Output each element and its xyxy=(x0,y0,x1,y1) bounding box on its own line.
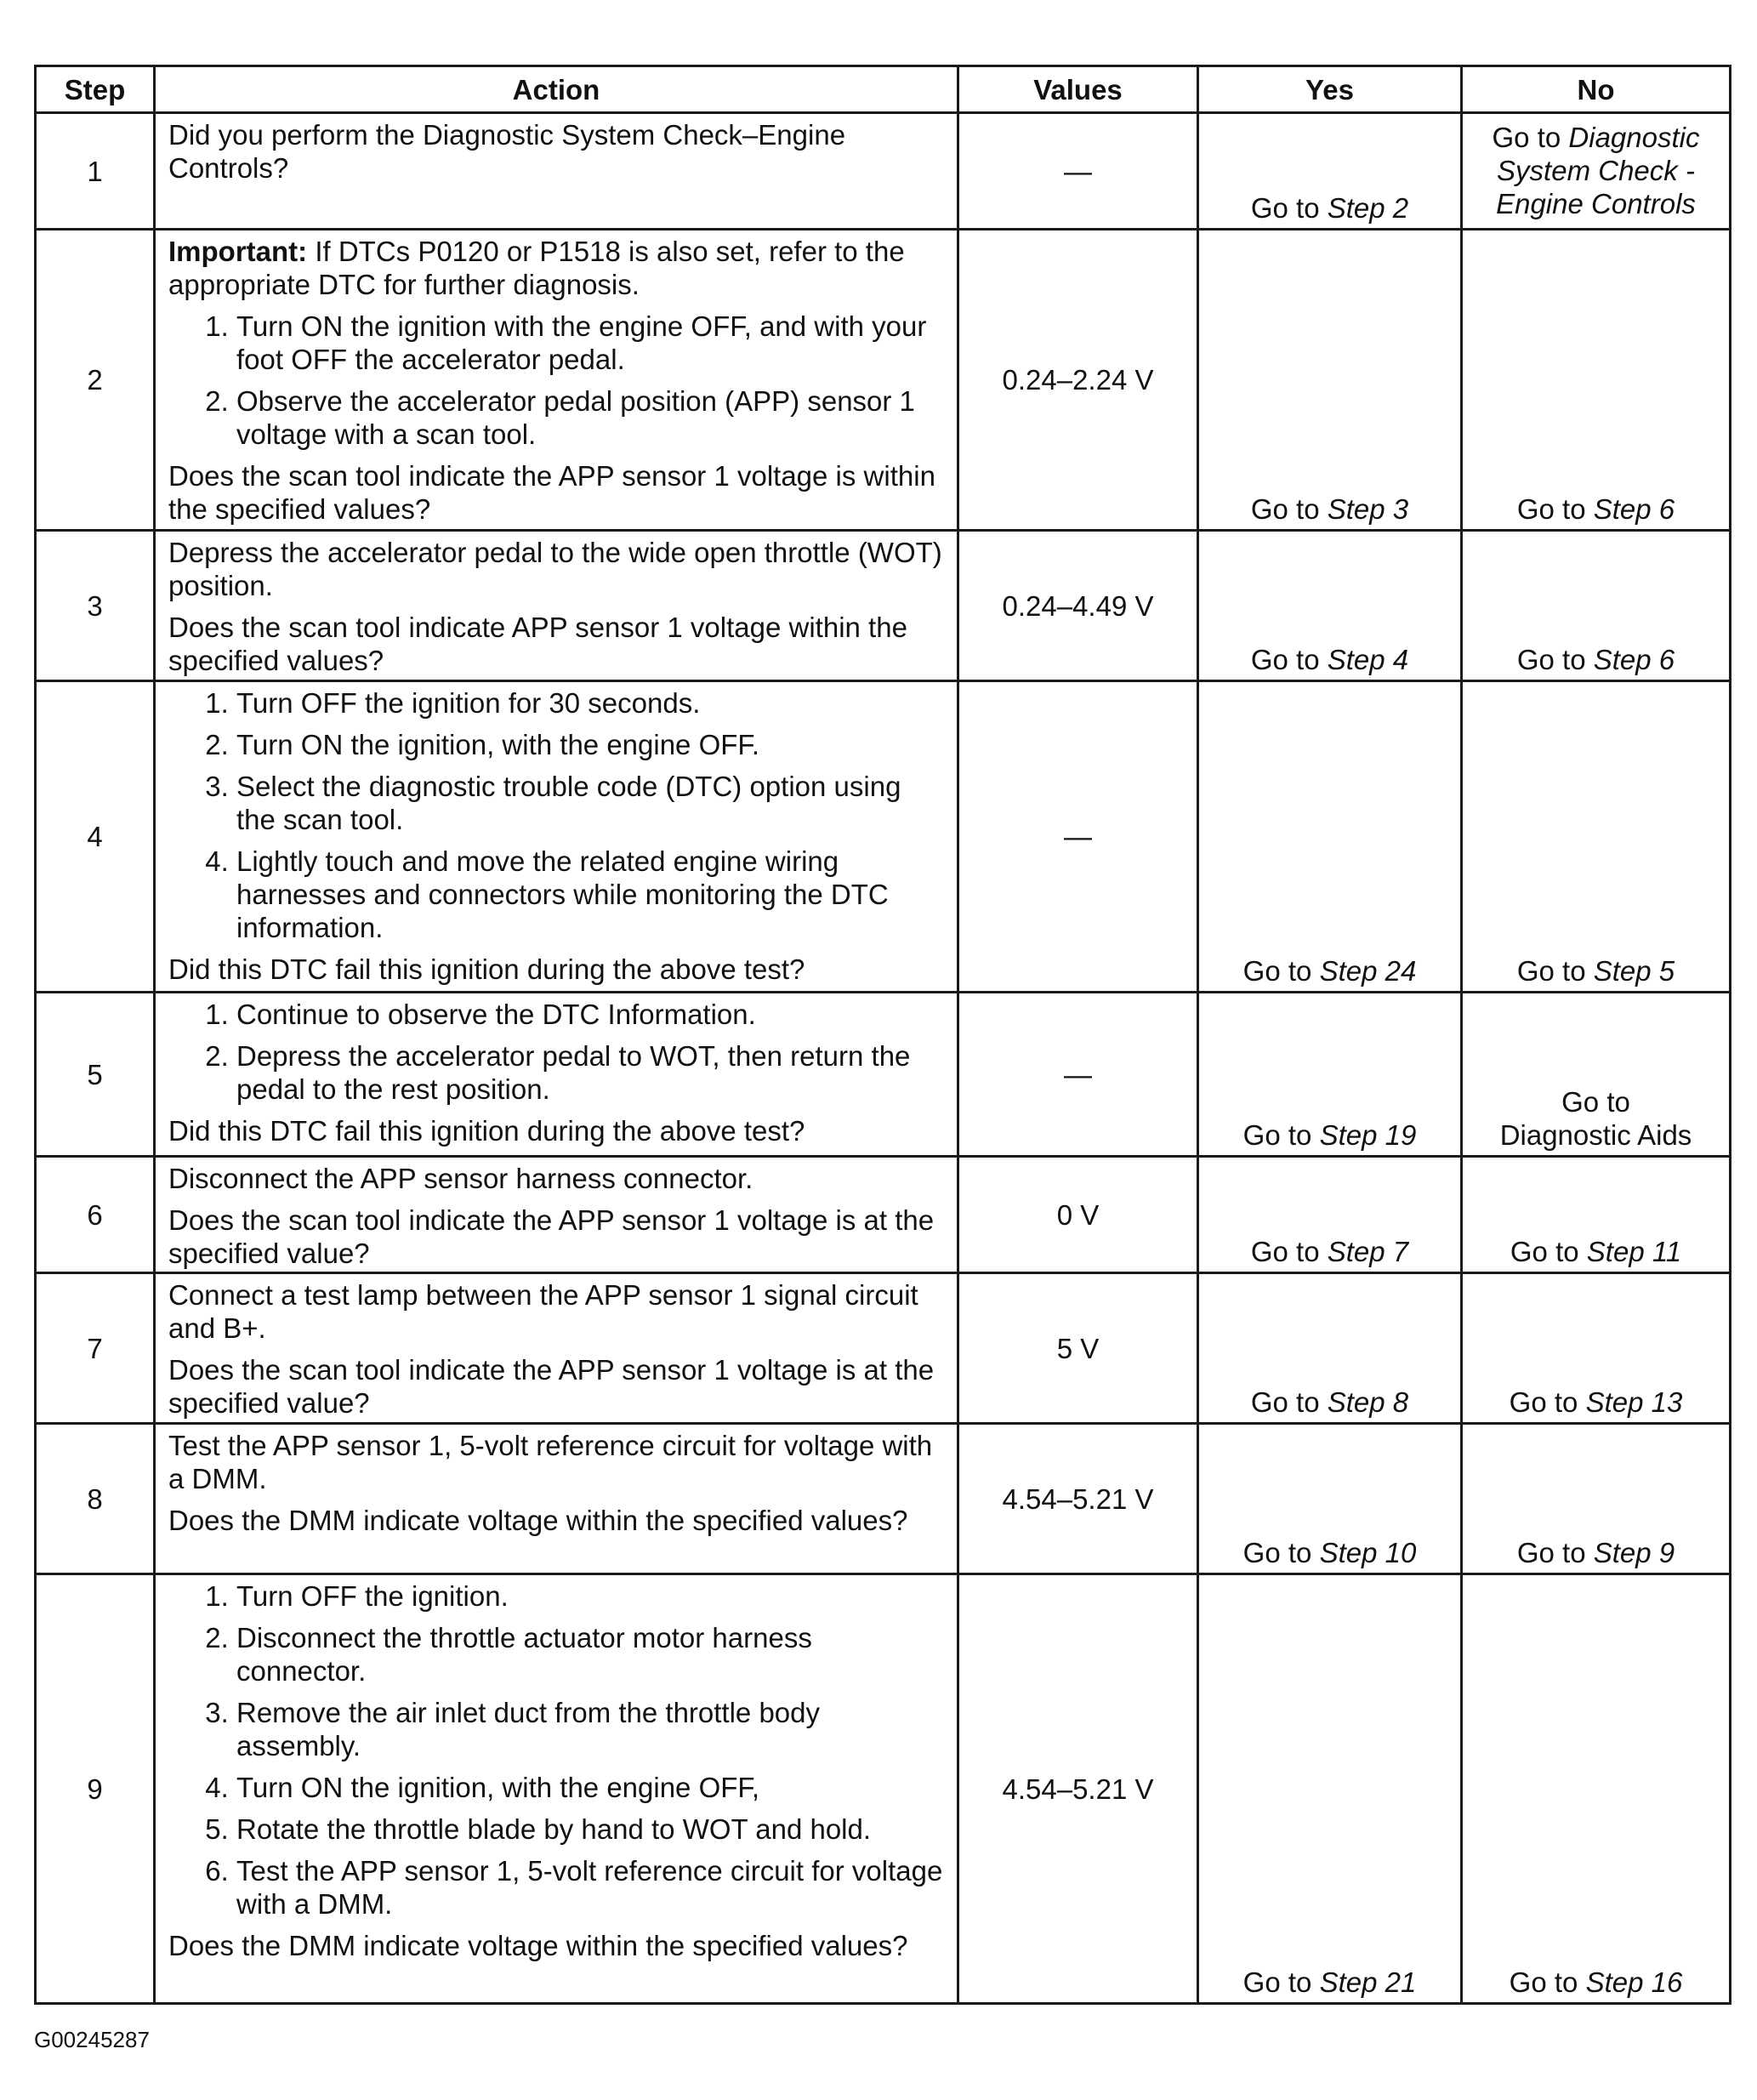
action-question: Does the DMM indicate voltage within the specified values? xyxy=(168,1930,908,1961)
action-cell xyxy=(155,1273,958,1424)
action-question: Did this DTC fail this ignition during the above test? xyxy=(168,1115,805,1147)
yes-target: Step 4 xyxy=(1327,644,1409,675)
values-cell: 0.24–4.49 V xyxy=(958,531,1198,681)
action-steps xyxy=(168,310,945,451)
action-step: 2. Observe the accelerator pedal position (APP) sensor 1 voltage with a scan tool. xyxy=(236,384,945,451)
yes-cell xyxy=(1198,230,1462,531)
yes-target: Step 24 xyxy=(1319,955,1417,987)
table-row xyxy=(36,1273,1731,1424)
no-prefix: Go to xyxy=(1516,1537,1594,1568)
important-label: Important: xyxy=(168,236,308,267)
action-cell xyxy=(155,113,958,230)
no-cell xyxy=(1462,681,1731,993)
table-row xyxy=(36,113,1731,230)
no-target: Step 16 xyxy=(1585,1966,1683,1998)
no-target: Step 6 xyxy=(1593,493,1675,525)
yes-cell xyxy=(1198,1157,1462,1273)
yes-prefix: Go to xyxy=(1250,644,1328,675)
action-step: 1. Turn OFF the ignition for 30 seconds. xyxy=(236,686,945,720)
header-yes: Yes xyxy=(1198,66,1462,113)
no-cell xyxy=(1462,1157,1731,1273)
action-cell xyxy=(155,993,958,1157)
step-number: 9 xyxy=(36,1574,155,2004)
no-target: Step 13 xyxy=(1585,1386,1683,1418)
yes-cell xyxy=(1198,1424,1462,1574)
no-cell xyxy=(1462,1424,1731,1574)
yes-prefix: Go to xyxy=(1242,1966,1320,1998)
values-cell: 0.24–2.24 V xyxy=(958,230,1198,531)
yes-prefix: Go to xyxy=(1242,1537,1320,1568)
action-cell xyxy=(155,230,958,531)
values-cell: — xyxy=(958,993,1198,1157)
no-prefix: Go to xyxy=(1561,1086,1630,1118)
yes-cell xyxy=(1198,681,1462,993)
table-row xyxy=(36,230,1731,531)
values-cell: 4.54–5.21 V xyxy=(958,1574,1198,2004)
no-cell xyxy=(1462,993,1731,1157)
action-question: Does the DMM indicate voltage within the specified values? xyxy=(168,1505,908,1536)
action-steps xyxy=(168,686,945,944)
step-number: 4 xyxy=(36,681,155,993)
action-question: Did this DTC fail this ignition during the above test? xyxy=(168,953,805,985)
action-text: Depress the accelerator pedal to the wide open throttle (WOT) position. xyxy=(168,537,942,601)
header-step: Step xyxy=(36,66,155,113)
yes-cell xyxy=(1198,1273,1462,1424)
yes-prefix: Go to xyxy=(1242,1119,1320,1151)
table-row xyxy=(36,1157,1731,1273)
action-steps xyxy=(168,1579,945,1921)
step-number: 7 xyxy=(36,1273,155,1424)
action-cell xyxy=(155,1157,958,1273)
action-step: 3. Remove the air inlet duct from the throttle body assembly. xyxy=(236,1696,945,1762)
no-target: Diagnostic System Check - Engine Controls xyxy=(1496,122,1700,219)
no-target: Step 6 xyxy=(1593,644,1675,675)
no-prefix: Go to xyxy=(1516,955,1594,987)
yes-target: Step 8 xyxy=(1327,1386,1409,1418)
yes-target: Step 19 xyxy=(1319,1119,1417,1151)
action-text: Test the APP sensor 1, 5-volt reference circuit for voltage with a DMM. xyxy=(168,1430,933,1494)
no-prefix: Go to xyxy=(1509,1966,1586,1998)
action-cell xyxy=(155,1424,958,1574)
no-cell xyxy=(1462,531,1731,681)
yes-target: Step 2 xyxy=(1327,192,1409,224)
yes-target: Step 10 xyxy=(1319,1537,1417,1568)
yes-cell xyxy=(1198,531,1462,681)
values-cell: 5 V xyxy=(958,1273,1198,1424)
action-step: 1. Turn ON the ignition with the engine OFF, and with your foot OFF the accelerator pedal. xyxy=(236,310,945,376)
no-prefix: Go to xyxy=(1492,122,1569,153)
table-row xyxy=(36,531,1731,681)
header-no: No xyxy=(1462,66,1731,113)
no-cell xyxy=(1462,113,1731,230)
action-step: 1. Continue to observe the DTC Information. xyxy=(236,998,945,1031)
table-row xyxy=(36,681,1731,993)
action-question: Does the scan tool indicate the APP sensor 1 voltage is at the specified value? xyxy=(168,1354,935,1419)
action-text: If DTCs P0120 or P1518 is also set, refer to the appropriate DTC for further diagnosis. xyxy=(168,236,905,300)
yes-cell xyxy=(1198,1574,1462,2004)
yes-prefix: Go to xyxy=(1250,192,1328,224)
no-target: Step 5 xyxy=(1593,955,1675,987)
step-number: 5 xyxy=(36,993,155,1157)
table-row xyxy=(36,1574,1731,2004)
action-step: 2. Turn ON the ignition, with the engine OFF. xyxy=(236,728,945,761)
step-number: 8 xyxy=(36,1424,155,1574)
yes-prefix: Go to xyxy=(1242,955,1320,987)
no-prefix: Go to xyxy=(1516,644,1594,675)
action-step: 5. Rotate the throttle blade by hand to WOT and hold. xyxy=(236,1813,945,1846)
step-number: 2 xyxy=(36,230,155,531)
diagnostic-table xyxy=(34,65,1731,2005)
yes-cell xyxy=(1198,993,1462,1157)
action-steps xyxy=(168,998,945,1106)
action-cell xyxy=(155,531,958,681)
no-prefix: Go to xyxy=(1516,493,1594,525)
step-number: 6 xyxy=(36,1157,155,1273)
action-step: 2. Depress the accelerator pedal to WOT, then return the pedal to the rest position. xyxy=(236,1039,945,1106)
step-number: 3 xyxy=(36,531,155,681)
no-prefix: Go to xyxy=(1509,1386,1586,1418)
action-step: 2. Disconnect the throttle actuator motor harness connector. xyxy=(236,1621,945,1687)
values-cell: 0 V xyxy=(958,1157,1198,1273)
action-cell xyxy=(155,1574,958,2004)
action-step: 4. Turn ON the ignition, with the engine OFF, xyxy=(236,1771,945,1804)
no-cell xyxy=(1462,230,1731,531)
values-cell: — xyxy=(958,681,1198,993)
action-question: Does the scan tool indicate APP sensor 1 voltage within the specified values? xyxy=(168,612,907,676)
action-step: 3. Select the diagnostic trouble code (DTC) option using the scan tool. xyxy=(236,770,945,836)
action-step: 1. Turn OFF the ignition. xyxy=(236,1579,945,1613)
table-header-row xyxy=(36,66,1731,113)
yes-prefix: Go to xyxy=(1250,493,1328,525)
header-values: Values xyxy=(958,66,1198,113)
action-text: Connect a test lamp between the APP sensor 1 signal circuit and B+. xyxy=(168,1279,918,1344)
no-target: Step 9 xyxy=(1593,1537,1675,1568)
action-text: Did you perform the Diagnostic System Check–Engine Controls? xyxy=(168,119,846,184)
action-step: 6. Test the APP sensor 1, 5-volt reference circuit for voltage with a DMM. xyxy=(236,1854,945,1921)
action-text: Disconnect the APP sensor harness connector. xyxy=(168,1163,753,1194)
no-cell xyxy=(1462,1273,1731,1424)
action-step: 4. Lightly touch and move the related engine wiring harnesses and connectors while monitoring the DTC information. xyxy=(236,845,945,944)
no-cell xyxy=(1462,1574,1731,2004)
yes-prefix: Go to xyxy=(1250,1236,1328,1267)
yes-target: Step 7 xyxy=(1327,1236,1409,1267)
no-target: Diagnostic Aids xyxy=(1499,1119,1692,1151)
yes-target: Step 21 xyxy=(1319,1966,1417,1998)
action-question: Does the scan tool indicate the APP sensor 1 voltage is within the specified values? xyxy=(168,460,935,525)
values-cell: 4.54–5.21 V xyxy=(958,1424,1198,1574)
table-row xyxy=(36,993,1731,1157)
figure-id: G00245287 xyxy=(34,2027,150,2052)
yes-cell xyxy=(1198,113,1462,230)
no-target: Step 11 xyxy=(1586,1236,1682,1267)
yes-prefix: Go to xyxy=(1250,1386,1328,1418)
yes-target: Step 3 xyxy=(1327,493,1409,525)
action-question: Does the scan tool indicate the APP sensor 1 voltage is at the specified value? xyxy=(168,1204,935,1269)
values-cell: — xyxy=(958,113,1198,230)
action-cell xyxy=(155,681,958,993)
table-row xyxy=(36,1424,1731,1574)
step-number: 1 xyxy=(36,113,155,230)
header-action: Action xyxy=(155,66,958,113)
no-prefix: Go to xyxy=(1510,1236,1587,1267)
